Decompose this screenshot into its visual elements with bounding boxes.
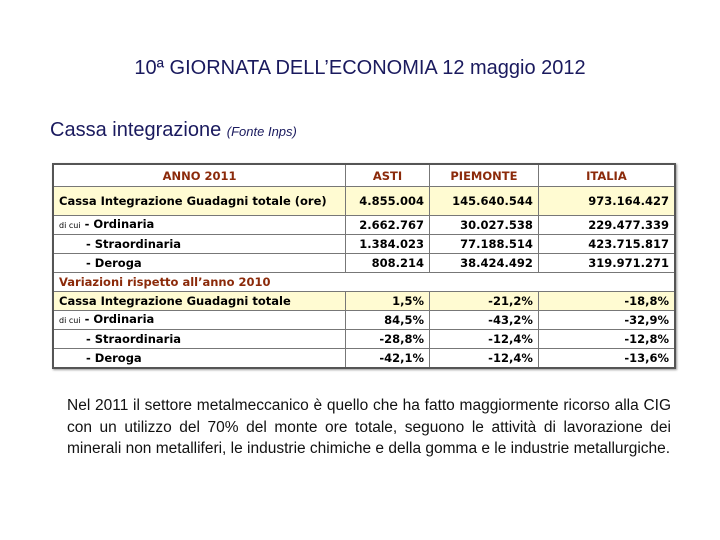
- value-cell: 1,5%: [346, 292, 430, 311]
- section-label: Variazioni rispetto all’anno 2010: [53, 273, 675, 292]
- value-cell: -21,2%: [430, 292, 539, 311]
- source-note: (Fonte Inps): [226, 124, 297, 139]
- value-cell: 2.662.767: [346, 216, 430, 235]
- header-cell: PIEMONTE: [430, 164, 539, 187]
- value-cell: 1.384.023: [346, 235, 430, 254]
- table-row: [53, 330, 675, 349]
- table-row: [53, 254, 675, 273]
- value-cell: 84,5%: [346, 311, 430, 330]
- table-row: [53, 292, 675, 311]
- row-label-text: - Ordinaria: [84, 312, 155, 326]
- value-cell: -18,8%: [538, 292, 675, 311]
- row-label: Cassa Integrazione Guadagni totale: [53, 292, 346, 311]
- row-prefix: di cui: [59, 221, 81, 230]
- body-paragraph: Nel 2011 il settore metalmeccanico è quello che ha fatto maggiormente ricorso alla CIG con un utilizzo del 70% del monte ore totale, seguono le attività di lavorazione dei minerali non metalliferi, le industrie chimiche e della gomma e le industrie metallurgiche.: [67, 397, 671, 457]
- value-cell: -43,2%: [430, 311, 539, 330]
- slide-subtitle: [50, 119, 297, 142]
- header-cell: ITALIA: [538, 164, 675, 187]
- value-cell: 4.855.004: [346, 187, 430, 216]
- value-cell: -32,9%: [538, 311, 675, 330]
- value-cell: 145.640.544: [430, 187, 539, 216]
- table-header-row: [53, 164, 675, 187]
- row-label: [53, 311, 346, 330]
- row-label: [53, 216, 346, 235]
- row-label: - Deroga: [53, 349, 346, 369]
- table-row: [53, 216, 675, 235]
- value-cell: 229.477.339: [538, 216, 675, 235]
- subtitle-text: Cassa integrazione: [50, 119, 222, 141]
- table-row: [53, 349, 675, 369]
- header-cell: ANNO 2011: [53, 164, 346, 187]
- row-prefix: di cui: [59, 316, 81, 325]
- value-cell: 30.027.538: [430, 216, 539, 235]
- value-cell: 423.715.817: [538, 235, 675, 254]
- section-row: [53, 273, 675, 292]
- slide-title: 10ª GIORNATA DELL’ECONOMIA 12 maggio 2012: [134, 57, 586, 79]
- value-cell: 319.971.271: [538, 254, 675, 273]
- value-cell: -12,4%: [430, 349, 539, 369]
- value-cell: -13,6%: [538, 349, 675, 369]
- row-label: - Straordinaria: [53, 330, 346, 349]
- value-cell: 38.424.492: [430, 254, 539, 273]
- value-cell: -42,1%: [346, 349, 430, 369]
- row-label: - Straordinaria: [53, 235, 346, 254]
- table-row: [53, 311, 675, 330]
- header-cell: ASTI: [346, 164, 430, 187]
- value-cell: -28,8%: [346, 330, 430, 349]
- row-label: - Deroga: [53, 254, 346, 273]
- cig-table: [52, 163, 676, 369]
- value-cell: -12,8%: [538, 330, 675, 349]
- value-cell: 77.188.514: [430, 235, 539, 254]
- value-cell: 808.214: [346, 254, 430, 273]
- value-cell: 973.164.427: [538, 187, 675, 216]
- value-cell: -12,4%: [430, 330, 539, 349]
- row-label-text: - Ordinaria: [84, 217, 155, 231]
- table-row: [53, 187, 675, 216]
- table-row: [53, 235, 675, 254]
- row-label: Cassa Integrazione Guadagni totale (ore): [53, 187, 346, 216]
